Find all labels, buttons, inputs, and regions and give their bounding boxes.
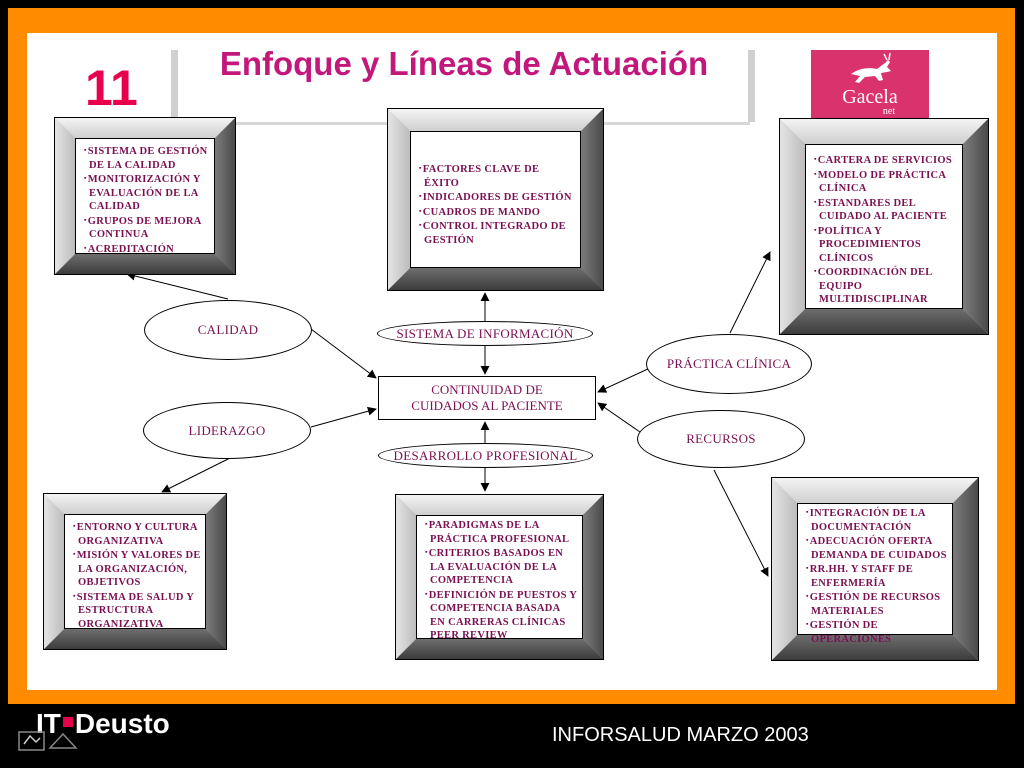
box-liderazgo — [43, 493, 227, 650]
list-item: ▪ FACTORES CLAVE DE ÉXITO — [419, 162, 576, 190]
list-item: ▪ MISIÓN Y VALORES DE LA ORGANIZACIÓN, OBJETIVOS — [73, 548, 201, 590]
ellipse-liderazgo: LIDERAZGO — [143, 402, 311, 459]
logo-deusto: Deusto — [74, 708, 170, 739]
gacela-logo-name: Gacela — [842, 86, 898, 108]
ellipse-calidad: CALIDAD — [144, 300, 312, 360]
list-item: ▪ ESTANDARES DEL CUIDADO AL PACIENTE — [814, 196, 958, 224]
list-item: ▪ PARADIGMAS DE LA PRÁCTICA PROFESIONAL — [425, 518, 578, 546]
ellipse-desarrollo-profesional: DESARROLLO PROFESIONAL — [378, 443, 593, 468]
arrow-calidad-box — [127, 274, 228, 299]
logo-it: IT — [36, 708, 61, 739]
list-item: ▪ GESTIÓN DE RECURSOS MATERIALES — [806, 590, 948, 618]
list-item: ▪ ACREDITACIÓN — [84, 242, 210, 257]
ellipse-practica-clinica: PRÁCTICA CLÍNICA — [646, 334, 812, 394]
list-item: ▪ GRUPOS DE MEJORA CONTINUA — [84, 214, 210, 242]
gacela-logo-suffix: net — [882, 106, 896, 117]
box-recursos — [771, 477, 979, 661]
ellipse-recursos: RECURSOS — [637, 410, 805, 468]
box-recursos-list — [806, 506, 948, 646]
box-liderazgo-list — [73, 520, 201, 631]
list-item: ▪ GESTIÓN DE OPERACIONES — [806, 618, 948, 646]
list-item: ▪ INTEGRACIÓN DE LA DOCUMENTACIÓN — [806, 506, 948, 534]
ellipse-sistema-informacion: SISTEMA DE INFORMACIÓN — [377, 321, 593, 346]
list-item: ▪ SISTEMA DE GESTIÓN DE LA CALIDAD — [84, 144, 210, 172]
slide-number: 11 — [85, 60, 138, 116]
center-box-line1: CONTINUIDAD DE — [431, 382, 543, 397]
arrow-liderazgo-box — [162, 458, 230, 492]
list-item: ▪ DEFINICIÓN DE PUESTOS Y COMPETENCIA BASADA EN CARRERAS CLÍNICAS PEER REVIEW — [425, 588, 578, 643]
list-item: ▪ SISTEMA DE SALUD Y ESTRUCTURA ORGANIZATIVA — [73, 590, 201, 632]
list-item: ▪ CARTERA DE SERVICIOS — [814, 153, 958, 168]
footer-event: INFORSALUD MARZO 2003 — [552, 724, 809, 746]
list-item: ▪ MONITORIZACIÓN Y EVALUACIÓN DE LA CALIDAD — [84, 172, 210, 214]
list-item: ▪ POLÍTICA Y PROCEDIMIENTOS CLÍNICOS — [814, 224, 958, 266]
logo-square-icon — [63, 717, 73, 727]
box-calidad-list — [84, 144, 210, 256]
box-calidad — [54, 117, 236, 275]
box-desarrollo-profesional — [395, 494, 604, 660]
list-item: ▪ ADECUACIÓN OFERTA DEMANDA DE CUIDADOS — [806, 534, 948, 562]
center-box-line2: CUIDADOS AL PACIENTE — [411, 398, 563, 413]
slide-title: Enfoque y Líneas de Actuación — [219, 45, 709, 82]
list-item: ▪ CUADROS DE MANDO — [419, 205, 576, 220]
arrow-recursos-center — [598, 403, 640, 432]
presentation-nav-icon[interactable] — [18, 728, 78, 752]
box-desarrollo-list — [425, 518, 578, 643]
box-practica-clinica — [779, 118, 989, 335]
center-box — [378, 376, 596, 420]
box-sistema-list — [419, 162, 576, 247]
arrow-practica-center — [598, 368, 650, 392]
arrow-practica-box — [730, 252, 770, 333]
list-item: ▪ INDICADORES DE GESTIÓN — [419, 190, 576, 205]
list-item: ▪ CONTROL INTEGRADO DE GESTIÓN — [419, 219, 576, 247]
list-item: ▪ ENTORNO Y CULTURA ORGANIZATIVA — [73, 520, 201, 548]
list-item: ▪ RR.HH. Y STAFF DE ENFERMERÍA — [806, 562, 948, 590]
list-item: ▪ MODELO DE PRÁCTICA CLÍNICA — [814, 168, 958, 196]
box-sistema-informacion — [387, 108, 604, 291]
box-practica-list — [814, 153, 958, 307]
arrow-recursos-box — [714, 470, 768, 576]
arrow-calidad-center — [311, 329, 376, 378]
list-item: ▪ COORDINACIÓN DEL EQUIPO MULTIDISCIPLINAR — [814, 265, 958, 307]
list-item: ▪ CRITERIOS BASADOS EN LA EVALUACIÓN DE LA COMPETENCIA — [425, 546, 578, 588]
arrow-liderazgo-center — [311, 409, 376, 427]
